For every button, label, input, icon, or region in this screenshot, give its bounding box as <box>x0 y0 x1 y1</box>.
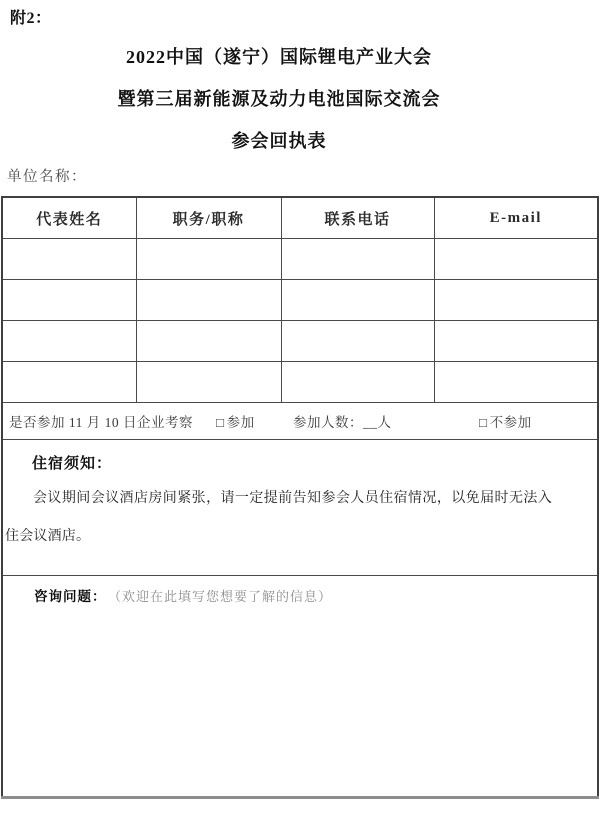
checkbox-icon[interactable]: □ <box>479 415 488 430</box>
phone-input-cell[interactable] <box>281 362 434 403</box>
phone-input-cell[interactable] <box>281 280 434 321</box>
inquiry-row <box>2 576 598 798</box>
checkbox-icon[interactable]: □ <box>216 415 225 430</box>
accommodation-row <box>2 440 598 576</box>
accommodation-cell <box>2 440 598 576</box>
column-header-delegate-name: 代表姓名 <box>2 197 136 239</box>
checkbox-option-attend[interactable] <box>216 411 255 431</box>
survey-row <box>2 403 598 440</box>
name-input-cell[interactable] <box>2 239 136 280</box>
email-input-cell[interactable] <box>434 362 598 403</box>
column-header-phone: 联系电话 <box>281 197 434 239</box>
form-name-title: 参会回执表 <box>231 131 327 151</box>
phone-input-cell[interactable] <box>281 239 434 280</box>
name-input-cell[interactable] <box>2 321 136 362</box>
name-input-cell[interactable] <box>2 362 136 403</box>
position-input-cell[interactable] <box>136 321 281 362</box>
email-input-cell[interactable] <box>434 280 598 321</box>
decline-option-label: 不参加 <box>489 415 532 430</box>
attend-option-label: 参加 <box>226 415 255 430</box>
attachment-label: 附2： <box>10 10 52 27</box>
table-row <box>2 321 598 362</box>
position-input-cell[interactable] <box>136 239 281 280</box>
header-row <box>2 197 598 239</box>
column-header-email: E-mail <box>434 197 598 239</box>
table-row <box>2 362 598 403</box>
name-input-cell[interactable] <box>2 280 136 321</box>
email-input-cell[interactable] <box>434 321 598 362</box>
page-subtitle: 暨第三届新能源及动力电池国际交流会 <box>117 89 441 109</box>
inquiry-fill-area[interactable] <box>2 576 598 798</box>
inquiry-hint-text: （欢迎在此填写您想要了解的信息） <box>114 589 333 604</box>
registration-table <box>1 196 599 799</box>
position-input-cell[interactable] <box>136 280 281 321</box>
org-name-label: 单位名称： <box>7 169 87 185</box>
participants-count-field[interactable]: 参加人数：__人 <box>293 415 392 430</box>
survey-question: 是否参加 11 月 10 日企业考察 <box>9 415 193 430</box>
inquiry-line <box>34 585 597 606</box>
accommodation-notice-text: 会议期间会议酒店房间紧张，请一定提前告知参会人员住宿情况，以免届时无法入住会议酒店。 <box>5 491 552 544</box>
survey-cell <box>2 403 598 440</box>
column-header-position: 职务/职称 <box>136 197 281 239</box>
table-row <box>2 239 598 280</box>
email-input-cell[interactable] <box>434 239 598 280</box>
phone-input-cell[interactable] <box>281 321 434 362</box>
checkbox-option-decline[interactable] <box>479 411 532 431</box>
table-row <box>2 280 598 321</box>
inquiry-heading: 咨询问题： <box>34 589 107 604</box>
position-input-cell[interactable] <box>136 362 281 403</box>
page-title: 2022中国（遂宁）国际锂电产业大会 <box>126 47 432 67</box>
accommodation-heading: 住宿须知： <box>32 456 113 472</box>
